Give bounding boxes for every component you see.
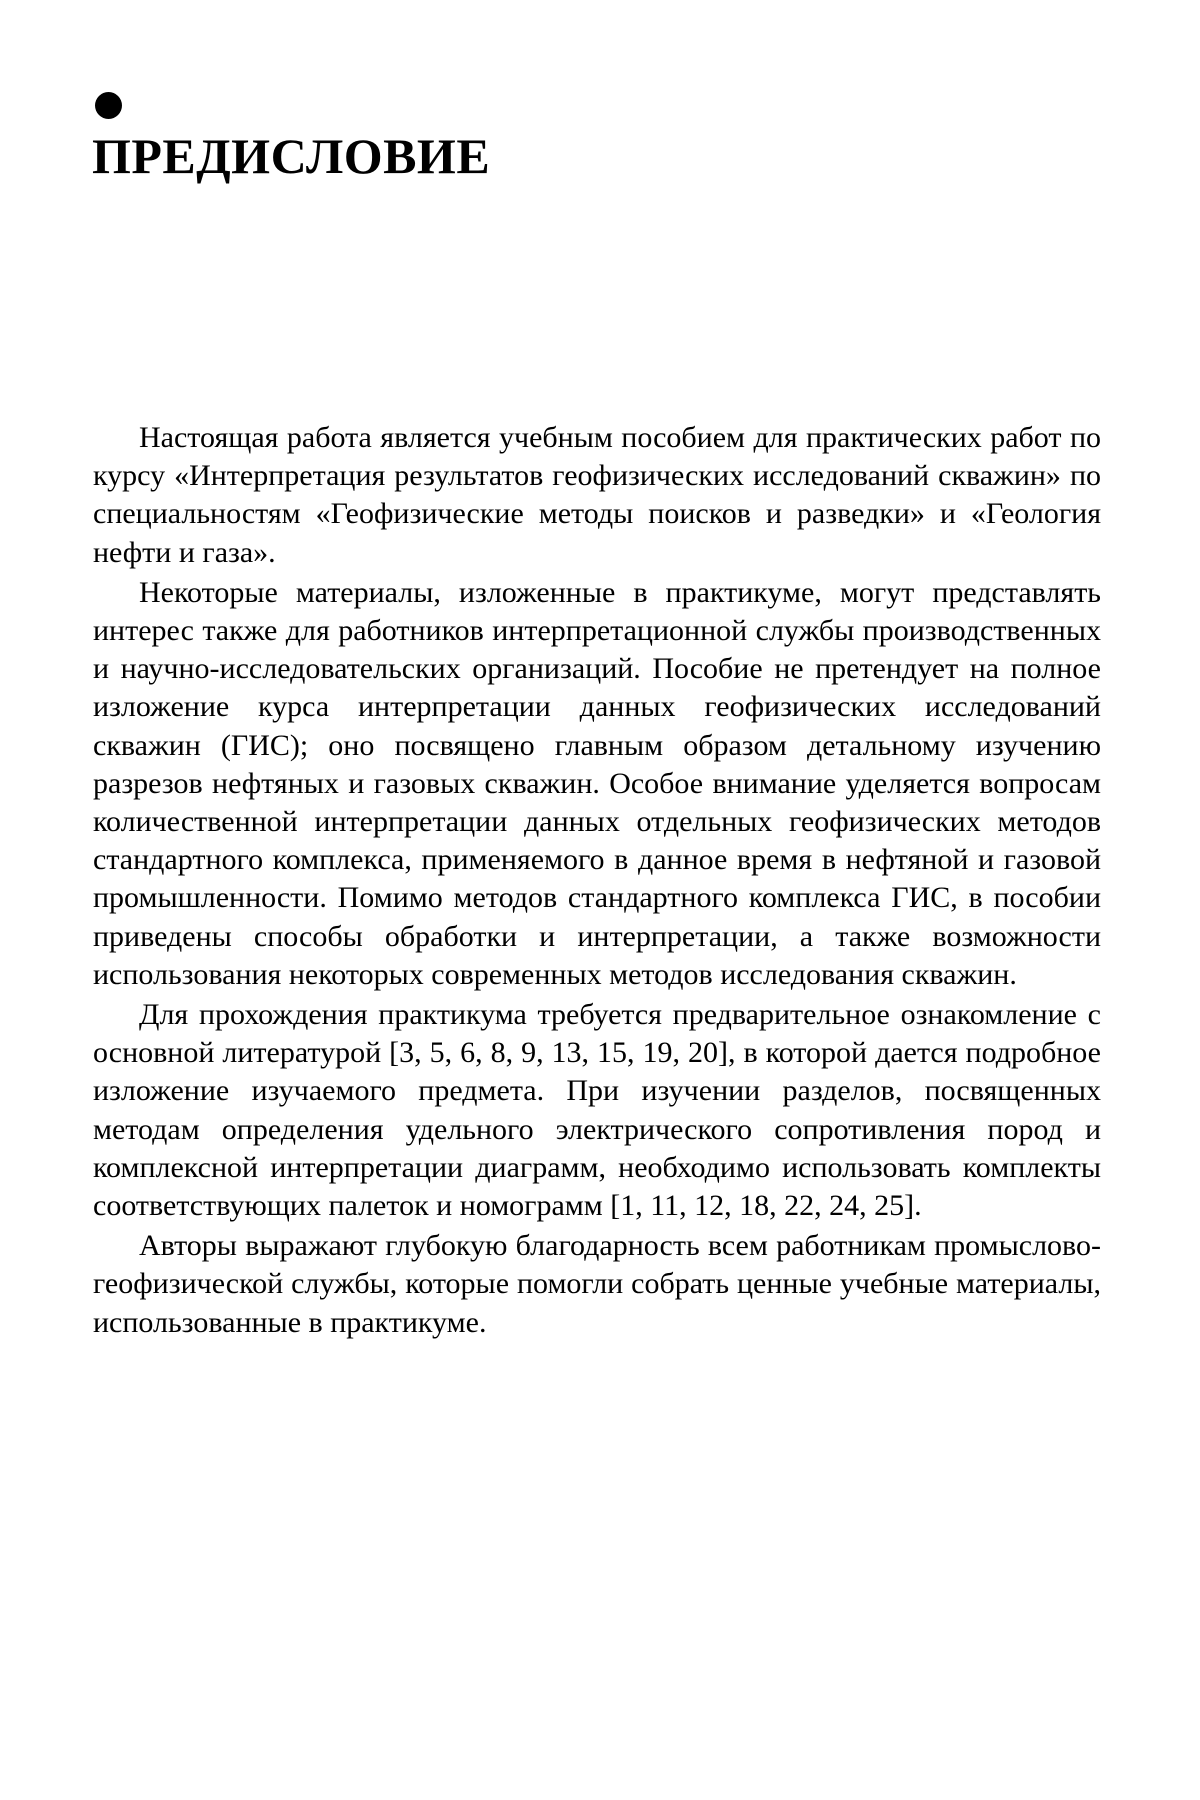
paragraph: Настоящая работа является учебным пособием для практических работ по курсу «Интерпретация результатов геофизических исследований скважин» по специальностям «Геофизические методы поисков и разведки» и «Геология нефти и газа». [93, 421, 1101, 569]
paragraph: Для прохождения практикума требуется предварительное ознакомление с основной литературой [3, 5, 6, 8, 9, 13, 15, 19, 20], в которой дается подробное изложение изучаемого предмета. При изучении разделов, посвященных методам определения удельного электрического сопротивления пород и комплексной интерпретации диаграмм, необходимо использовать комплекты соответствующих палеток и номограмм [1, 11, 12, 18, 22, 24, 25]. [93, 998, 1101, 1223]
bullet-icon [95, 92, 122, 119]
body-text [93, 419, 1101, 1344]
page-title: ПРЕДИСЛОВИЕ [92, 128, 491, 184]
paragraph: Авторы выражают глубокую благодарность всем работникам промыслово-геофизической службы, которые помогли собрать ценные учебные материалы, использованные в практикуме. [93, 1229, 1101, 1339]
paragraph: Некоторые материалы, изложенные в практикуме, могут представлять интерес также для работников интерпретационной службы производственных и научно-исследовательских организаций. Пособие не претендует на полное изложение курса интерпретации данных геофизических исследований скважин (ГИС); оно посвящено главным образом детальному изучению разрезов нефтяных и газовых скважин. Особое внимание уделяется вопросам количественной интерпретации данных отдельных геофизических методов стандартного комплекса, применяемого в данное время в нефтяной и газовой промышленности. Помимо методов стандартного комплекса ГИС, в пособии приведены способы обработки и интерпретации, а также возможности использования некоторых современных методов исследования скважин. [93, 575, 1101, 991]
